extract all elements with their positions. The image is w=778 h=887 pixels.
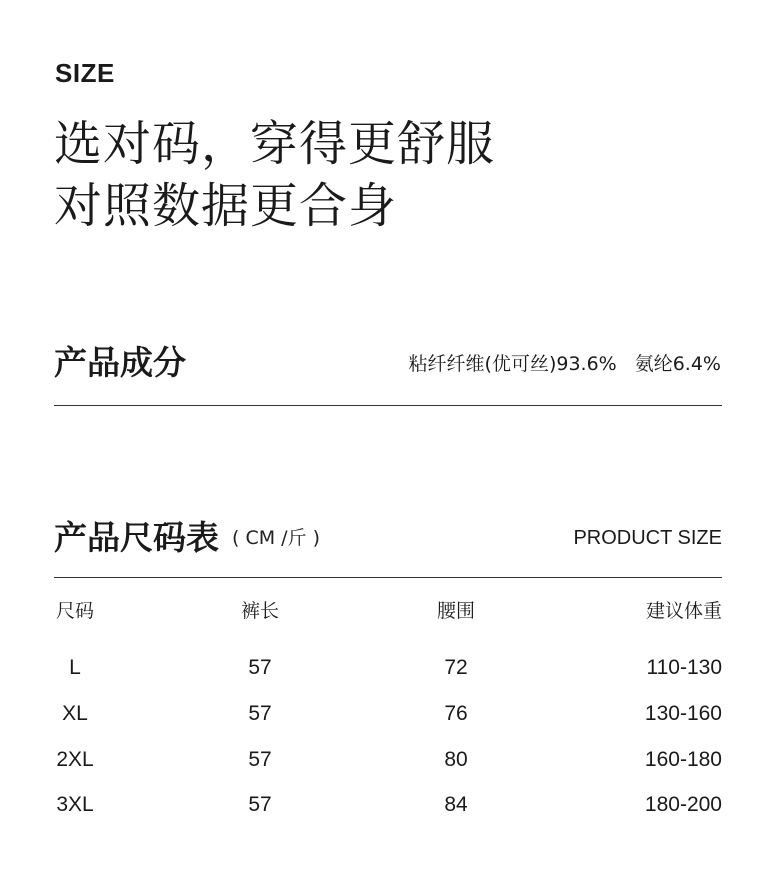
table-cell-length: 57	[248, 793, 272, 816]
table-cell-weight: 160-180	[644, 748, 722, 771]
column-header-length: 裤长	[240, 600, 279, 622]
headline-line-2: 对照数据更合身	[54, 178, 398, 234]
table-cell-size: 2XL	[56, 748, 94, 771]
column-header-waist: 腰围	[436, 600, 475, 622]
table-cell-size: 3XL	[56, 793, 94, 816]
size-chart-unit: ( CM /斤 )	[232, 527, 321, 549]
column-header-size: 尺码	[56, 600, 95, 622]
column-header-weight: 建议体重	[645, 600, 722, 622]
section-eyebrow: SIZE	[55, 58, 115, 88]
size-chart-title-en: PRODUCT SIZE	[573, 527, 722, 549]
size-chart-title: 产品尺码表	[54, 518, 219, 557]
table-cell-waist: 76	[444, 702, 468, 725]
table-cell-weight: 130-160	[644, 702, 722, 725]
composition-fiber: 粘纤纤维(优可丝)93.6%	[408, 353, 617, 375]
table-cell-length: 57	[248, 702, 272, 725]
table-cell-weight: 180-200	[644, 793, 722, 816]
composition-title: 产品成分	[54, 343, 186, 382]
composition-value	[409, 355, 721, 374]
composition-divider	[54, 405, 722, 406]
table-cell-length: 57	[248, 656, 272, 679]
size-chart-divider	[54, 577, 722, 578]
table-cell-waist: 84	[444, 793, 468, 816]
table-cell-waist: 80	[444, 748, 468, 771]
composition-spandex: 氨纶6.4%	[634, 353, 721, 375]
table-cell-size: XL	[62, 702, 88, 725]
headline-line-1: 选对码，穿得更舒服	[54, 116, 496, 172]
table-cell-weight: 110-130	[646, 656, 722, 679]
table-cell-size: L	[69, 656, 81, 679]
table-cell-waist: 72	[444, 656, 468, 679]
table-cell-length: 57	[248, 748, 272, 771]
